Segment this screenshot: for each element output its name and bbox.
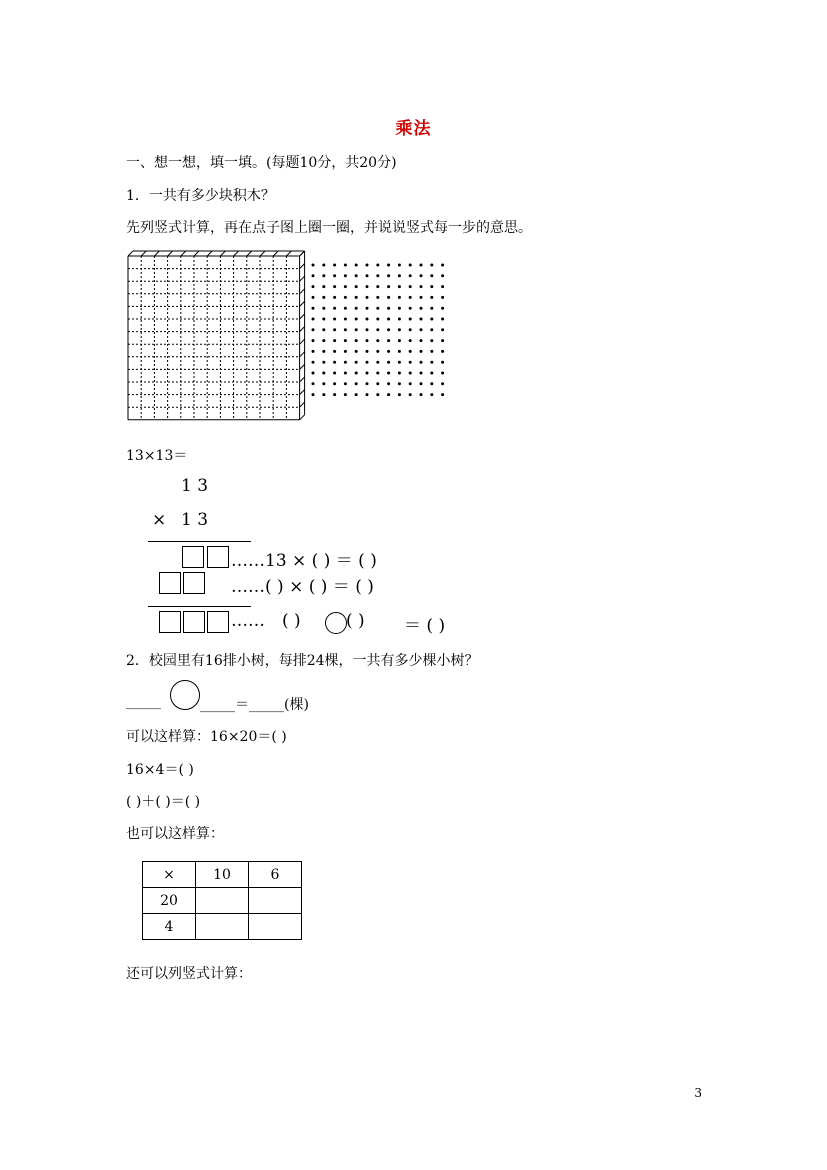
table-cell: 20 <box>143 888 196 914</box>
grid-line <box>207 251 212 256</box>
table-row <box>143 914 302 940</box>
dot <box>430 393 433 396</box>
dot <box>322 318 325 321</box>
vertical-top-number: 1 3 <box>181 476 209 496</box>
dot <box>420 264 423 267</box>
dot <box>441 382 444 385</box>
dot <box>387 285 390 288</box>
dot <box>430 361 433 364</box>
dot <box>344 350 347 353</box>
dot <box>409 382 412 385</box>
grid-line <box>194 251 199 256</box>
dot <box>409 274 412 277</box>
dot <box>430 382 433 385</box>
also-label: 也可以这样算： <box>126 826 224 842</box>
question-1-instruction: 先列竖式计算，再在点子图上圈一圈，并说说竖式每一步的意思。 <box>126 220 532 236</box>
dot <box>355 264 358 267</box>
dot <box>355 318 358 321</box>
answer-box[interactable] <box>207 611 229 633</box>
dot <box>376 339 379 342</box>
dot <box>398 296 401 299</box>
table-row <box>143 862 302 888</box>
dot <box>430 328 433 331</box>
operator-circle[interactable] <box>325 612 347 634</box>
dot <box>312 350 315 353</box>
calc-line-3: ( )＋( )＝( ) <box>126 794 201 810</box>
dot-grid <box>312 264 445 397</box>
dot <box>333 307 336 310</box>
blank-equation-right: _____＝_____(棵) <box>200 697 309 713</box>
dot <box>333 274 336 277</box>
dot <box>420 307 423 310</box>
dot <box>409 328 412 331</box>
dot <box>420 296 423 299</box>
vertical-multiplier: 1 3 <box>181 510 209 530</box>
dot <box>398 274 401 277</box>
grid-line <box>300 377 305 382</box>
dot <box>420 328 423 331</box>
dot <box>398 350 401 353</box>
equation-13x13: 13×13＝ <box>126 448 188 464</box>
dot <box>409 285 412 288</box>
dot <box>441 285 444 288</box>
dot <box>409 372 412 375</box>
dot <box>333 318 336 321</box>
dot <box>333 285 336 288</box>
dot <box>322 264 325 267</box>
dot <box>376 372 379 375</box>
dot <box>333 393 336 396</box>
dot <box>312 307 315 310</box>
dot <box>430 296 433 299</box>
grid-line <box>300 339 305 344</box>
vertical-rule-1 <box>148 541 251 542</box>
dot <box>430 339 433 342</box>
dot <box>366 307 369 310</box>
grid-line <box>260 251 265 256</box>
dot <box>312 264 315 267</box>
dot <box>376 318 379 321</box>
dot <box>420 285 423 288</box>
dot <box>430 350 433 353</box>
grid-line <box>300 390 305 395</box>
dot <box>441 307 444 310</box>
dot <box>344 328 347 331</box>
dot <box>398 285 401 288</box>
dot <box>344 296 347 299</box>
vertical-row-3-paren-b: ( ) <box>346 611 365 631</box>
grid-line <box>286 251 291 256</box>
dot <box>344 264 347 267</box>
dot <box>376 307 379 310</box>
dot <box>398 382 401 385</box>
dot <box>398 264 401 267</box>
dot <box>441 274 444 277</box>
dot <box>387 361 390 364</box>
blank-equation-left: _____ <box>126 694 161 710</box>
dot <box>376 274 379 277</box>
dot <box>387 307 390 310</box>
grid-line <box>300 314 305 319</box>
block-grid <box>128 251 305 420</box>
dot <box>366 382 369 385</box>
table-cell: 4 <box>143 914 196 940</box>
dot <box>387 382 390 385</box>
vertical-mult-sign: × <box>152 510 167 530</box>
dot <box>312 382 315 385</box>
dot <box>355 296 358 299</box>
dot <box>344 372 347 375</box>
dot <box>398 393 401 396</box>
table-cell[interactable] <box>249 888 302 914</box>
dot <box>312 361 315 364</box>
dot <box>376 361 379 364</box>
dot <box>441 264 444 267</box>
calc-line-1: 可以这样算：16×20＝( ) <box>126 729 287 745</box>
dot <box>387 328 390 331</box>
dot <box>355 307 358 310</box>
question-2-label: 2．校园里有16排小树，每排24棵，一共有多少棵小树？ <box>126 653 479 669</box>
page-title: 乘法 <box>395 119 432 139</box>
dot <box>355 382 358 385</box>
dot <box>409 296 412 299</box>
dot <box>398 318 401 321</box>
table-row <box>143 888 302 914</box>
dot <box>344 339 347 342</box>
multiplication-table <box>142 861 302 940</box>
dot <box>312 296 315 299</box>
grid-line <box>300 251 305 256</box>
dot <box>344 393 347 396</box>
dot <box>312 328 315 331</box>
dot <box>387 372 390 375</box>
dot <box>420 339 423 342</box>
dot <box>409 318 412 321</box>
grid-line <box>234 251 239 256</box>
dot <box>409 350 412 353</box>
dot <box>441 339 444 342</box>
dot <box>441 372 444 375</box>
dot <box>366 285 369 288</box>
grid-line <box>300 352 305 357</box>
dot <box>322 307 325 310</box>
dot <box>355 393 358 396</box>
dot <box>376 350 379 353</box>
dot <box>430 372 433 375</box>
dot <box>430 307 433 310</box>
table-cell[interactable] <box>196 888 249 914</box>
dot <box>441 350 444 353</box>
dot <box>344 307 347 310</box>
grid-line <box>300 327 305 332</box>
grid-line <box>273 251 278 256</box>
dot <box>387 318 390 321</box>
dot <box>322 372 325 375</box>
dot <box>355 372 358 375</box>
answer-box[interactable] <box>182 546 204 568</box>
vertical-row-2-text: ……( ) × ( ) ＝ ( ) <box>231 577 374 597</box>
dot <box>430 264 433 267</box>
dot <box>409 393 412 396</box>
answer-box[interactable] <box>159 572 181 594</box>
dot <box>322 328 325 331</box>
vertical-rule-2 <box>148 606 251 607</box>
dot <box>333 296 336 299</box>
also-vertical-label: 还可以列竖式计算： <box>126 966 252 982</box>
dot <box>355 350 358 353</box>
dot <box>333 382 336 385</box>
dot <box>322 361 325 364</box>
dot <box>366 296 369 299</box>
dot <box>322 274 325 277</box>
dot <box>322 285 325 288</box>
dot <box>387 274 390 277</box>
dot <box>387 296 390 299</box>
table-cell: 10 <box>196 862 249 888</box>
grid-line <box>154 251 159 256</box>
dot <box>420 361 423 364</box>
table-cell[interactable] <box>249 914 302 940</box>
dot <box>312 339 315 342</box>
dot <box>366 339 369 342</box>
dot <box>387 350 390 353</box>
dot <box>312 393 315 396</box>
dot <box>366 350 369 353</box>
dot <box>376 264 379 267</box>
dot <box>420 350 423 353</box>
grid-line <box>300 415 305 420</box>
dot <box>420 318 423 321</box>
table-cell[interactable] <box>196 914 249 940</box>
dot <box>409 339 412 342</box>
grid-line <box>168 251 173 256</box>
dot <box>333 328 336 331</box>
table-cell: 6 <box>249 862 302 888</box>
dot <box>333 264 336 267</box>
dot <box>344 361 347 364</box>
dot <box>420 382 423 385</box>
dot <box>312 274 315 277</box>
vertical-row-3-result: ＝ ( ) <box>404 616 446 636</box>
dot <box>441 318 444 321</box>
dot <box>398 372 401 375</box>
dot <box>398 361 401 364</box>
dot <box>398 339 401 342</box>
dot <box>376 393 379 396</box>
dot <box>376 285 379 288</box>
dot <box>430 318 433 321</box>
dot <box>322 296 325 299</box>
dot <box>355 274 358 277</box>
grid-line <box>141 251 146 256</box>
section-heading: 一、想一想，填一填。(每题10分，共20分) <box>126 155 397 171</box>
calc-line-2: 16×4＝( ) <box>126 762 194 778</box>
grid-line <box>220 251 225 256</box>
answer-box[interactable] <box>183 611 205 633</box>
dot <box>409 361 412 364</box>
dot <box>322 350 325 353</box>
grid-line <box>300 276 305 281</box>
grid-line <box>128 251 133 256</box>
dot <box>366 361 369 364</box>
table-cell: × <box>143 862 196 888</box>
dot <box>376 296 379 299</box>
vertical-row-1-text: ……13 × ( ) ＝ ( ) <box>231 551 377 571</box>
dot <box>344 285 347 288</box>
dot <box>344 382 347 385</box>
dot <box>333 361 336 364</box>
grid-line <box>181 251 186 256</box>
dot <box>376 328 379 331</box>
grid-line <box>300 289 305 294</box>
dot <box>312 372 315 375</box>
dot <box>387 339 390 342</box>
dot <box>387 264 390 267</box>
dot <box>441 296 444 299</box>
vertical-row-3-dots: …… <box>231 611 265 631</box>
dot <box>366 318 369 321</box>
dot <box>420 393 423 396</box>
dot <box>355 339 358 342</box>
operator-circle[interactable] <box>170 680 200 710</box>
dot <box>430 274 433 277</box>
dot <box>409 264 412 267</box>
dot <box>344 274 347 277</box>
dot <box>366 274 369 277</box>
grid-line <box>300 301 305 306</box>
answer-box[interactable] <box>207 546 229 568</box>
dot <box>366 264 369 267</box>
grid-line <box>300 264 305 269</box>
block-grid-figure <box>126 248 306 428</box>
dot <box>376 382 379 385</box>
vertical-row-3-paren-a: ( ) <box>282 611 301 631</box>
dot-grid-figure <box>310 262 450 402</box>
dot <box>333 372 336 375</box>
dot <box>312 285 315 288</box>
dot <box>312 318 315 321</box>
dot <box>355 361 358 364</box>
dot <box>366 372 369 375</box>
question-1-label: 1．一共有多少块积木？ <box>126 188 275 204</box>
dot <box>333 350 336 353</box>
answer-box[interactable] <box>183 572 205 594</box>
dot <box>333 339 336 342</box>
dot <box>366 393 369 396</box>
dot <box>441 328 444 331</box>
dot <box>398 328 401 331</box>
dot <box>387 393 390 396</box>
grid-line <box>300 402 305 407</box>
dot <box>441 393 444 396</box>
dot <box>322 339 325 342</box>
grid-line <box>300 364 305 369</box>
dot <box>398 307 401 310</box>
dot <box>420 372 423 375</box>
answer-box[interactable] <box>159 611 181 633</box>
dot <box>355 285 358 288</box>
page-number: 3 <box>694 1086 702 1100</box>
dot <box>355 328 358 331</box>
grid-line <box>247 251 252 256</box>
dot <box>441 361 444 364</box>
dot <box>420 274 423 277</box>
dot <box>344 318 347 321</box>
dot <box>322 382 325 385</box>
dot <box>322 393 325 396</box>
dot <box>409 307 412 310</box>
dot <box>366 328 369 331</box>
dot <box>430 285 433 288</box>
